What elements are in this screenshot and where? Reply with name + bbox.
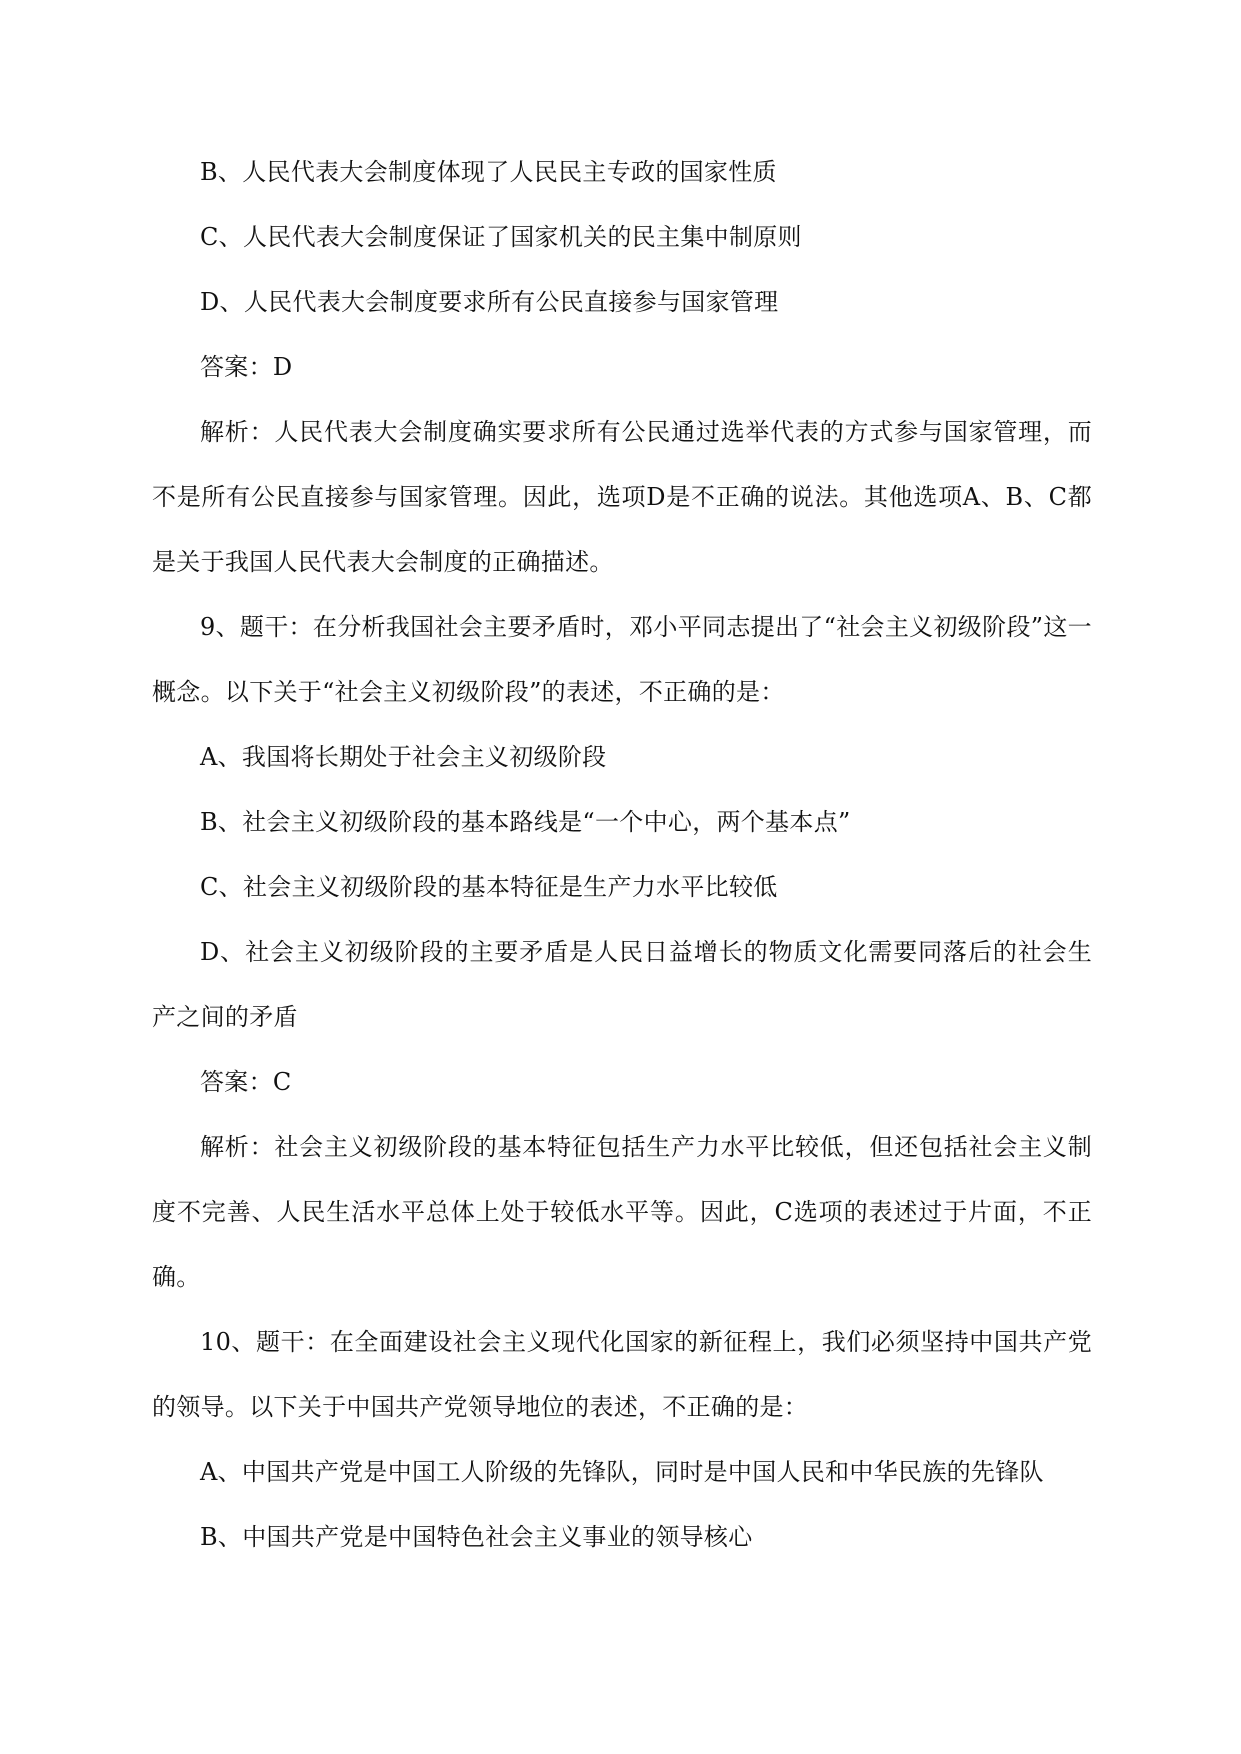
option-d-q9: D、社会主义初级阶段的主要矛盾是人民日益增长的物质文化需要同落后的社会生产之间的矛盾	[152, 938, 1092, 1031]
document-body	[152, 140, 1092, 1570]
question-10-stem: 10、题干：在全面建设社会主义现代化国家的新征程上，我们必须坚持中国共产党的领导。以下关于中国共产党领导地位的表述，不正确的是：	[152, 1328, 1092, 1421]
option-a-q10: A、中国共产党是中国工人阶级的先锋队，同时是中国人民和中华民族的先锋队	[200, 1458, 1044, 1486]
option-a-q9: A、我国将长期处于社会主义初级阶段	[200, 743, 607, 771]
option-d-q8: D、人民代表大会制度要求所有公民直接参与国家管理	[200, 288, 779, 316]
question-9-stem: 9、题干：在分析我国社会主要矛盾时，邓小平同志提出了“社会主义初级阶段”这一概念。以下关于“社会主义初级阶段”的表述，不正确的是：	[152, 613, 1092, 706]
option-b-q9: B、社会主义初级阶段的基本路线是“一个中心，两个基本点”	[200, 808, 851, 836]
option-b-q8: B、人民代表大会制度体现了人民民主专政的国家性质	[200, 158, 777, 186]
option-b-q10: B、中国共产党是中国特色社会主义事业的领导核心	[200, 1523, 753, 1551]
option-c-q8: C、人民代表大会制度保证了国家机关的民主集中制原则	[200, 223, 802, 251]
answer-q8: 答案：D	[200, 353, 293, 381]
explanation-q9: 解析：社会主义初级阶段的基本特征包括生产力水平比较低，但还包括社会主义制度不完善、人民生活水平总体上处于较低水平等。因此，C选项的表述过于片面，不正确。	[152, 1133, 1092, 1291]
option-c-q9: C、社会主义初级阶段的基本特征是生产力水平比较低	[200, 873, 778, 901]
explanation-q8: 解析：人民代表大会制度确实要求所有公民通过选举代表的方式参与国家管理，而不是所有公民直接参与国家管理。因此，选项D是不正确的说法。其他选项A、B、C都是关于我国人民代表大会制度的正确描述。	[152, 418, 1092, 576]
answer-q9: 答案：C	[200, 1068, 292, 1096]
